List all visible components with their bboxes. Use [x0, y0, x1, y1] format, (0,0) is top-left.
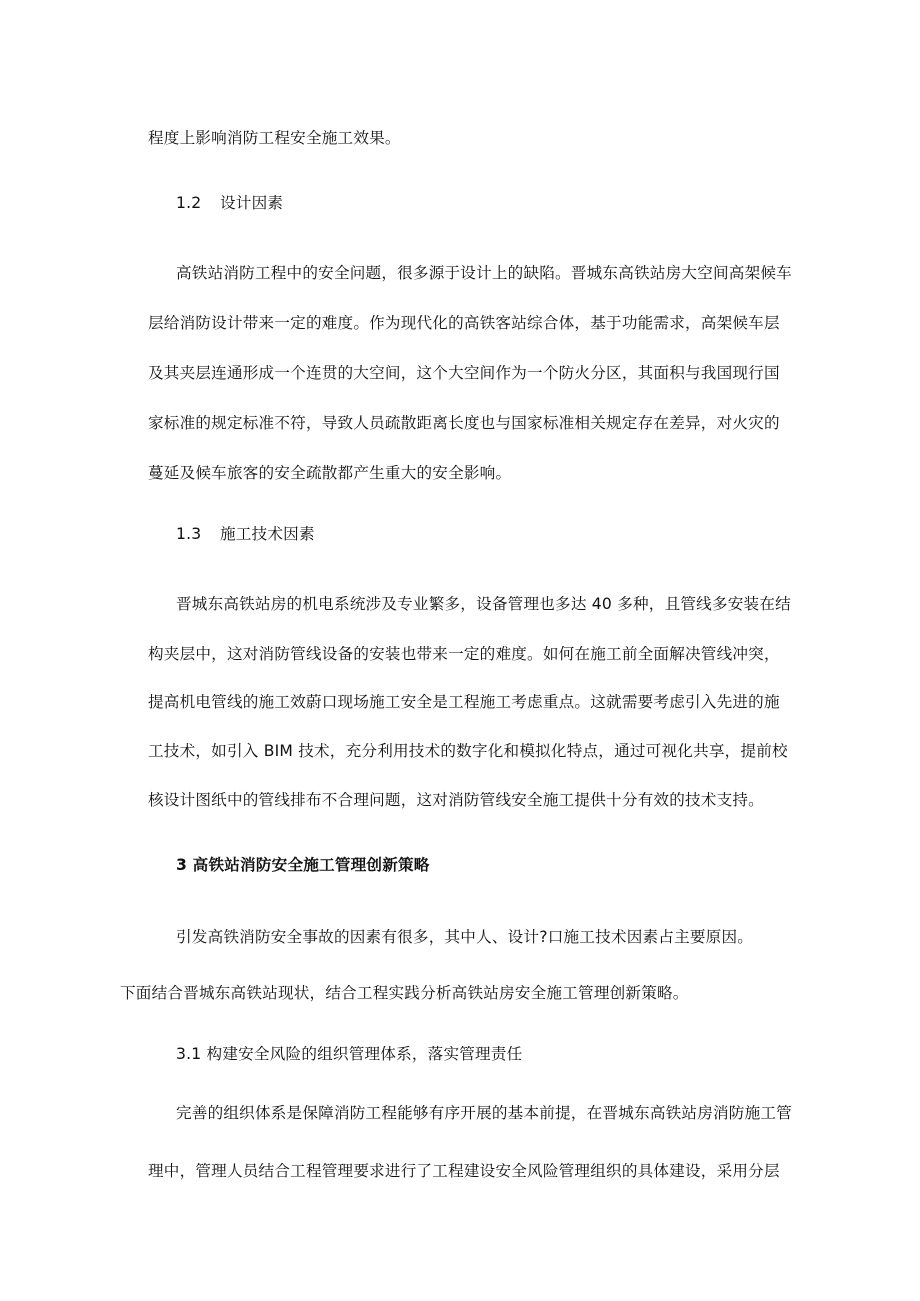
section-heading-3-1: 3.1 构建安全风险的组织管理体系，落实管理责任 [176, 1045, 523, 1063]
section-heading-1-2 [0, 192, 920, 214]
section-heading-1-3 [0, 523, 920, 545]
paragraph-line: 构夹层中，这对消防管线设备的安装也带来一定的难度。如何在施工前全面解决管线冲突， [148, 645, 780, 663]
section-number: 1.3 [176, 525, 202, 543]
paragraph-line: 层给消防设计带来一定的难度。作为现代化的高铁客站综合体，基于功能需求，高架候车层 [148, 314, 780, 332]
paragraph-line: 家标准的规定标准不符，导致人员疏散距离长度也与国家标准相关规定存在差异，对火灾的 [148, 414, 780, 432]
paragraph-line: 工技术，如引入 BIM 技术，充分利用技术的数字化和模拟化特点，通过可视化共享，提前校 [148, 742, 788, 760]
section-title: 设计因素 [220, 194, 284, 212]
paragraph-line: 完善的组织体系是保障消防工程能够有序开展的基本前提，在晋城东高铁站房消防施工管 [176, 1104, 792, 1122]
paragraph-line: 理中，管理人员结合工程管理要求进行了工程建设安全风险管理组织的具体建设，采用分层 [148, 1162, 780, 1180]
section-number: 1.2 [176, 194, 202, 212]
paragraph-line: 程度上影响消防工程安全施工效果。 [148, 129, 401, 147]
section-heading-3: 3 高铁站消防安全施工管理创新策略 [176, 856, 430, 874]
paragraph-line: 高铁站消防工程中的安全问题，很多源于设计上的缺陷。晋城东高铁站房大空间高架候车 [176, 264, 792, 282]
section-title: 施工技术因素 [220, 525, 315, 543]
paragraph-line: 下面结合晋城东高铁站现状，结合工程实践分析高铁站房安全施工管理创新策略。 [120, 984, 689, 1002]
paragraph-line: 引发高铁消防安全事故的因素有很多，其中人、设计?口施工技术因素占主要原因。 [176, 928, 754, 946]
paragraph-line: 蔓延及候车旅客的安全疏散都产生重大的安全影响。 [148, 464, 512, 482]
paragraph-line: 核设计图纸中的管线排布不合理问题，这对消防管线安全施工提供十分有效的技术支持。 [148, 791, 764, 809]
paragraph-line: 晋城东高铁站房的机电系统涉及专业繁多，设备管理也多达 40 多种，且管线多安装在结 [176, 595, 791, 613]
paragraph-line: 及其夹层连通形成一个连贯的大空间，这个大空间作为一个防火分区，其面积与我国现行国 [148, 364, 780, 382]
paragraph-line: 提高机电管线的施工效蔚口现场施工安全是工程施工考虑重点。这就需要考虑引入先进的施 [148, 693, 780, 711]
